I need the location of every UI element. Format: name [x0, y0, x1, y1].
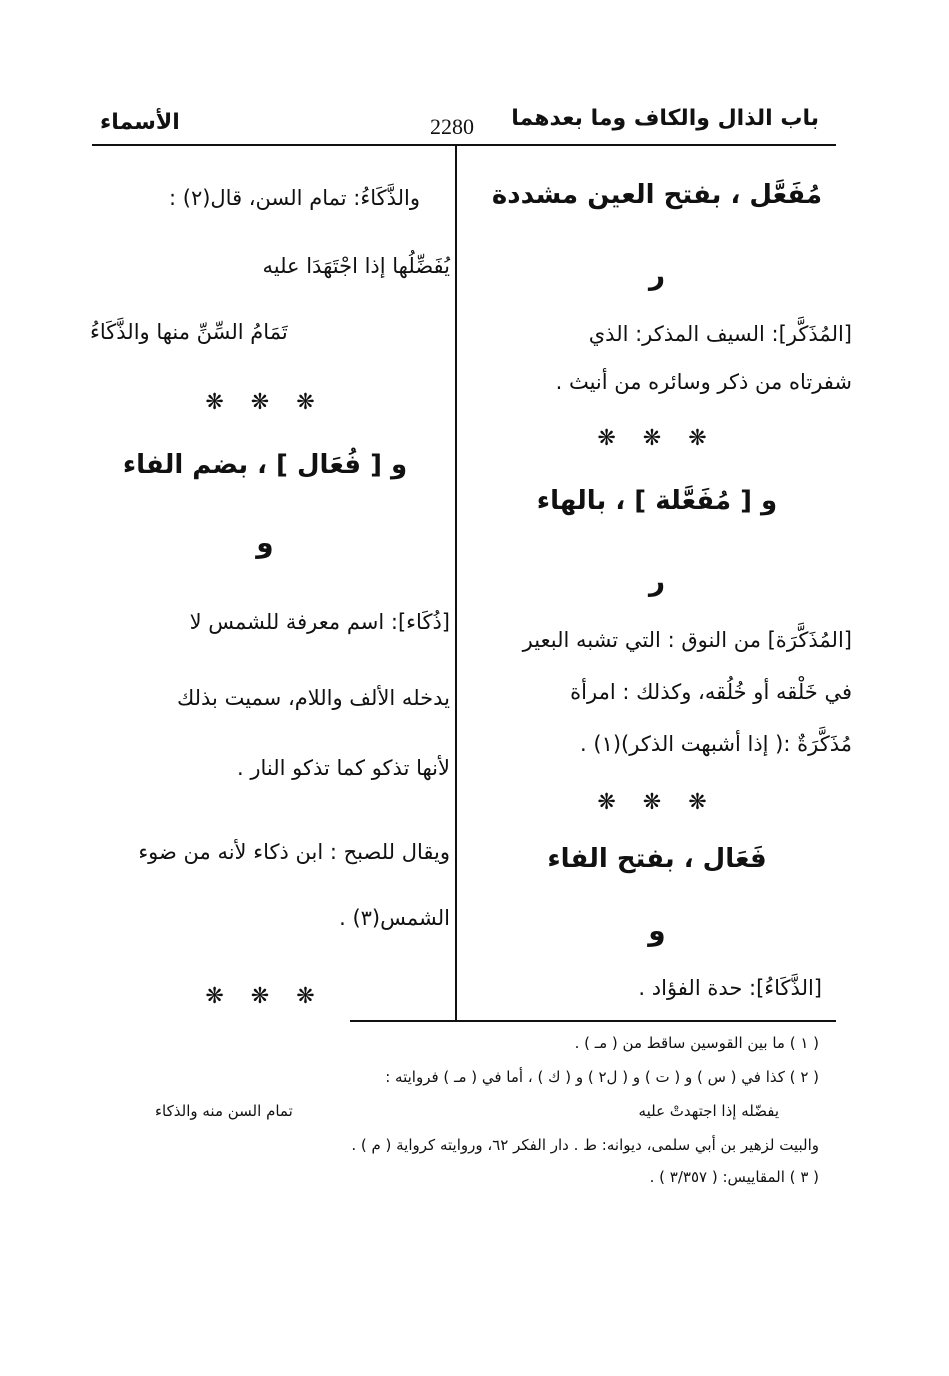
root-letter-ra-2: ر [648, 564, 666, 597]
right-column [462, 150, 852, 1020]
separator-stars: ❋ ❋ ❋ [597, 426, 717, 451]
running-head-left: الأسماء [100, 110, 180, 135]
footnote-2-source: والبيت لزهير بن أبي سلمى، ديوانه: ط . دار الفكر ٦٢، وروايته كرواية ( م ) . [351, 1136, 819, 1154]
footnote-3: ( ٣ ) المقاييس: ( ٣/٣٥٧ ) . [649, 1168, 819, 1186]
entry-mudhakkara-line3: مُذَكَّرَةٌ :( إذا أشبهت الذكر)(١) . [580, 732, 852, 756]
entry-dhuka-line2: يدخله الألف واللام، سميت بذلك [176, 686, 450, 710]
entry-mudhakkar-line1: [المُذَكَّر]: السيف المذكر: الذي [588, 322, 852, 346]
header-rule [92, 144, 836, 146]
footnote-2-verse-b: تمام السن منه والذكاء [155, 1102, 293, 1120]
entry-mudhakkara-line1: [المُذَكَّرَة] من النوق : التي تشبه البعير [522, 628, 852, 652]
entry-ibn-dhuka-line1: ويقال للصبح : ابن ذكاء لأنه من ضوء [138, 840, 450, 864]
footnote-2: ( ٢ ) كذا في ( س ) و ( ت ) و ( ل٢ ) و ( ك ) ، أما في ( مـ ) فروايته : [385, 1068, 819, 1086]
separator-stars: ❋ ❋ ❋ [205, 390, 325, 415]
entry-dhuka-line1: [ذُكَاء]: اسم معرفة للشمس لا [189, 610, 450, 634]
entry-dhakaa-line1: [الذَّكَاءُ]: حدة الفؤاد . [638, 976, 822, 1000]
left-column [80, 150, 450, 1020]
poem-verse-1: يُفَضِّلُها إذا اجْتَهَدَا عليه [262, 254, 450, 278]
entry-ibn-dhuka-line2: الشمس(٣) . [339, 906, 450, 930]
heading-mufaal: مُفَعَّل ، بفتح العين مشددة [491, 180, 823, 210]
poem-verse-2: تَمَامُ السِّنِّ منها والذَّكَاءُ [90, 320, 288, 344]
separator-stars: ❋ ❋ ❋ [597, 790, 717, 815]
separator-stars: ❋ ❋ ❋ [205, 984, 325, 1009]
entry-dhakaa-age-line1: والذَّكَاءُ: تمام السن، قال(٢) : [168, 186, 420, 210]
heading-fuaal: و [ فُعَال ] ، بضم الفاء [122, 450, 408, 480]
running-head-right: باب الذال والكاف وما بعدهما [511, 106, 819, 131]
entry-mudhakkara-line2: في خَلْقه أو خُلُقه، وكذلك : امرأة [570, 680, 852, 704]
entry-mudhakkar-line2: شفرتاه من ذكر وسائره من أنيث . [555, 370, 852, 394]
heading-faal: فَعَال ، بفتح الفاء [547, 844, 767, 874]
column-divider [455, 146, 457, 1020]
root-letter-waw: و [256, 526, 274, 559]
heading-mufaala: و [ مُفَعَّلة ] ، بالهاء [536, 486, 778, 516]
footnote-2-verse-a: يفضّله إذا اجتهدتْ عليه [638, 1102, 779, 1120]
page-number: 2280 [430, 114, 474, 139]
footnote-1: ( ١ ) ما بين القوسين ساقط من ( مـ ) . [574, 1034, 819, 1052]
footnote-rule [350, 1020, 836, 1022]
root-letter-ra-1: ر [648, 258, 666, 291]
root-letter-waw: و [648, 914, 666, 947]
entry-dhuka-line3: لأنها تذكو كما تذكو النار . [236, 756, 450, 780]
